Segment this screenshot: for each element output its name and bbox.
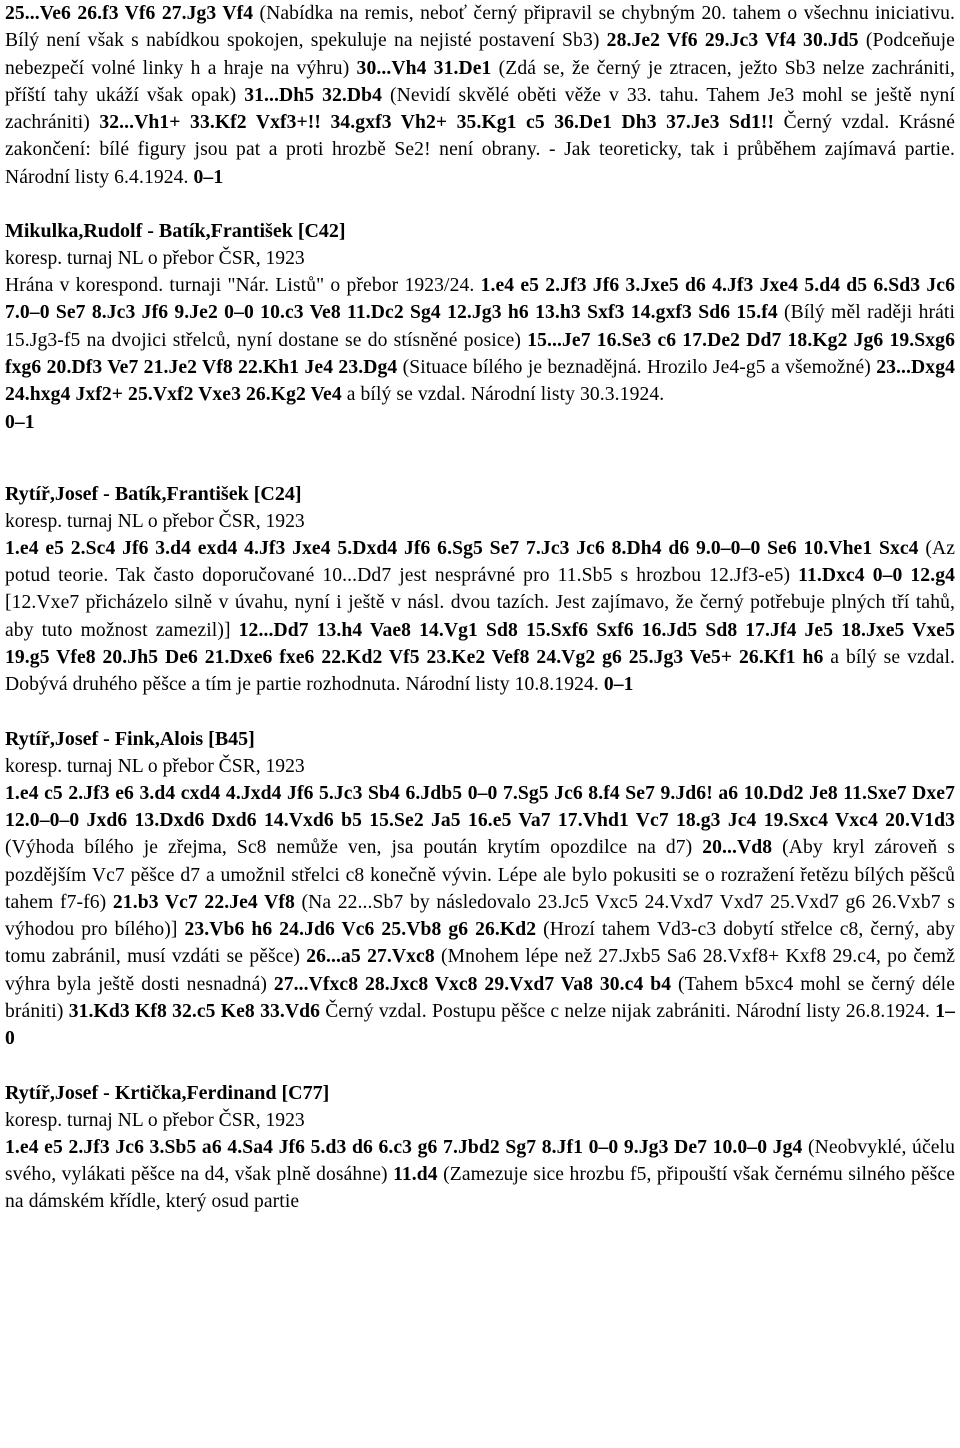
game-event: koresp. turnaj NL o přebor ČSR, 1923 bbox=[5, 1109, 305, 1131]
game-heading: Mikulka,Rudolf - Batík,František [C42] bbox=[5, 220, 346, 243]
game-heading: Rytíř,Josef - Fink,Alois [B45] bbox=[5, 727, 255, 750]
game-block bbox=[5, 217, 955, 436]
game-heading: Rytíř,Josef - Batík,František [C24] bbox=[5, 482, 302, 505]
game-event: koresp. turnaj NL o přebor ČSR, 1923 bbox=[5, 755, 305, 777]
game-heading: Rytíř,Josef - Krtička,Ferdinand [C77] bbox=[5, 1081, 330, 1104]
game-event: koresp. turnaj NL o přebor ČSR, 1923 bbox=[5, 248, 305, 270]
game-moves-text: Hrána v korespond. turnaji "Nár. Listů" o přebor 1923/24. 1.e4 e5 2.Jf3 Jf6 3.Jxe5 d6 4.Jf3 Jxe4 5.d4 d5 6.Sd3 Jc6 7.0–0 Se7 8.Jc3 Jf6 9.Je2 0–0 10.c3 Ve8 11.Dc2 Sg4 12.Jg3 h6 13.h3 Sxf3 14.gxf3 Sd6 15.f4 (Bílý měl raději hráti 15.Jg3-f5 na dvojici střelců, nyní dostane se do stísněné posice) 15...Je7 16.Se3 c6 17.De2 Dd7 18.Kg2 Jg6 19.Sxg6 fxg6 20.Df3 Ve7 21.Je2 Vf8 22.Kh1 Je4 23.Dg4 (Situace bílého je beznadějná. Hrozilo Je4-g5 a všemožné) 23...Dxg4 24.hxg4 Jxf2+ 25.Vxf2 Vxe3 26.Kg2 Ve4 a bílý se vzdal. Národní listy 30.3.1924. 0–1 bbox=[5, 275, 955, 433]
document-page bbox=[5, 0, 955, 1216]
game-moves-text: 1.e4 e5 2.Sc4 Jf6 3.d4 exd4 4.Jf3 Jxe4 5.Dxd4 Jf6 6.Sg5 Se7 7.Jc3 Jc6 8.Dh4 d6 9.0–0–0 Se6 10.Vhe1 Sxc4 (Az potud teorie. Tak často doporučované 10...Dd7 jest nesprávné pro 11.Sb5 s hrozbou 12.Jf3-e5) 11.Dxc4 0–0 12.g4 [12.Vxe7 přicházelo silně v úvahu, nyní i ještě v násl. dvou tazích. Jest zajímavo, že černý potřebuje plných tří tahů, aby tuto možnost zamezil)] 12...Dd7 13.h4 Vae8 14.Vg1 Sd8 15.Sxf6 Sxf6 16.Jd5 Sd8 17.Jf4 Je5 18.Jxe5 Vxe5 19.g5 Vfe8 20.Jh5 De6 21.Dxe6 fxe6 22.Kd2 Vf5 23.Ke2 Vef8 24.Vg2 g6 25.Jg3 Ve5+ 26.Kf1 h6 a bílý se vzdal. Dobývá druhého pěšce a tím je partie rozhodnuta. Národní listy 10.8.1924. 0–1 bbox=[5, 537, 955, 696]
game-moves-text: 1.e4 e5 2.Jf3 Jc6 3.Sb5 a6 4.Sa4 Jf6 5.d3 d6 6.c3 g6 7.Jbd2 Sg7 8.Jf1 0–0 9.Jg3 De7 10.0–0 Jg4 (Neobvyklé, účelu svého, vylákati pěšce na d4, však plně dosáhne) 11.d4 (Zamezuje sice hrozbu f5, připouští však černému silného pěšce na dámském křídle, který osud partie bbox=[5, 1136, 955, 1213]
game-event: koresp. turnaj NL o přebor ČSR, 1923 bbox=[5, 510, 305, 532]
game-continuation bbox=[5, 0, 955, 191]
game-moves-text: 1.e4 c5 2.Jf3 e6 3.d4 cxd4 4.Jxd4 Jf6 5.Jc3 Sb4 6.Jdb5 0–0 7.Sg5 Jc6 8.f4 Se7 9.Jd6! a6 10.Dd2 Je8 11.Sxe7 Dxe7 12.0–0–0 Jxd6 13.Dxd6 Dxd6 14.Vxd6 b5 15.Se2 Ja5 16.e5 Va7 17.Vhd1 Vc7 18.g3 Jc4 19.Sxc4 Vxc4 20.V1d3 (Výhoda bílého je zřejma, Sc8 nemůže ven, jsa poután krytím opozdilce na d7) 20...Vd8 (Aby kryl zároveň s pozdějším Vc7 pěšce d7 a umožnil střelci c8 konečně vývin. Lépe ale bylo pokusiti se o rozražení řetězu bílých pěšců tahem f7-f6) 21.b3 Vc7 22.Je4 Vf8 (Na 22...Sb7 by následovalo 23.Jc5 Vxc5 24.Vxd7 Vxd7 25.Vxd7 g6 26.Vxb7 s výhodou pro bílého)] 23.Vb6 h6 24.Jd6 Vc6 25.Vb8 g6 26.Kd2 (Hrozí tahem Vd3-c3 dobytí střelce c8, černý, aby tomu zabránil, musí vzdáti se pěšce) 26...a5 27.Vxc8 (Mnohem lépe než 27.Jxb5 Sa6 28.Vxf8+ Kxf8 29.c4, po čemž výhra byla ještě dosti nesnadná) 27...Vfxc8 28.Jxc8 Vxc8 29.Vxd7 Va8 30.c4 b4 (Tahem b5xc4 mohl se černý déle brániti) 31.Kd3 Kf8 32.c5 Ke8 33.Vd6 Černý vzdal. Postupu pěšce c nelze nijak zabrániti. Národní listy 26.8.1924. 1–0 bbox=[5, 782, 956, 1050]
game-moves-text: 25...Ve6 26.f3 Vf6 27.Jg3 Vf4 (Nabídka na remis, neboť černý připravil se chybným 20. tahem o všechnu iniciativu. Bílý není však s nabídkou spokojen, spekuluje na nejisté postavení Sb3) 28.Je2 Vf6 29.Jc3 Vf4 30.Jd5 (Podceňuje nebezpečí volné linky h a hraje na výhru) 30...Vh4 31.De1 (Zdá se, že černý je ztracen, ježto Sb3 nelze zachrániti, příští tahy ukáží však opak) 31...Dh5 32.Db4 (Nevidí skvělé oběti věže v 33. tahu. Tahem Je3 mohl se ještě nyní zachrániti) 32...Vh1+ 33.Kf2 Vxf3+!! 34.gxf3 Vh2+ 35.Kg1 c5 36.De1 Dh3 37.Je3 Sd1!! Černý vzdal. Krásné zakončení: bílé figury jsou pat a proti hrozbě Se2! není obrany. - Jak teoreticky, tak i průběhem zajímavá partie. Národní listy 6.4.1924. 0–1 bbox=[5, 3, 955, 188]
game-block bbox=[5, 725, 955, 1053]
game-block bbox=[5, 1079, 955, 1216]
game-block bbox=[5, 480, 955, 699]
